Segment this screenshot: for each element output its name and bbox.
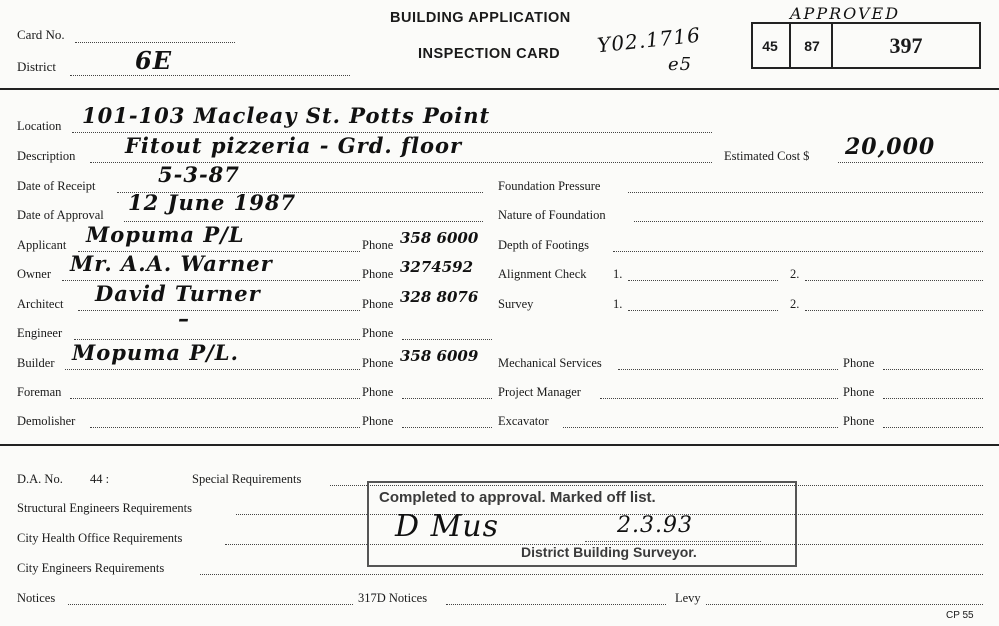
cost-label: Estimated Cost $ — [724, 149, 810, 163]
phone-label-demolisher: Phone — [362, 414, 394, 428]
alignment-label: Alignment Check — [498, 267, 587, 281]
foreman-label: Foreman — [17, 385, 62, 399]
survey-num2: 2. — [790, 297, 800, 311]
project-manager-phone-line — [883, 398, 983, 399]
stamp-line3: District Building Surveyor. — [521, 544, 697, 560]
mechanical-line — [618, 369, 838, 370]
phone-label-owner: Phone — [362, 267, 394, 281]
mechanical-label: Mechanical Services — [498, 356, 602, 370]
divider-bottom — [0, 444, 999, 446]
structural-label: Structural Engineers Requirements — [17, 501, 192, 515]
demolisher-line — [90, 427, 360, 428]
approved-note: APPROVED — [790, 4, 901, 23]
engineer-value: – — [178, 306, 190, 332]
alignment-num2: 2. — [790, 267, 800, 281]
form-code: CP 55 — [946, 610, 974, 621]
project-manager-line — [600, 398, 838, 399]
location-value: 101-103 Macleay St. Potts Point — [82, 103, 491, 128]
health-label: City Health Office Requirements — [17, 531, 183, 545]
phone-label-engineer: Phone — [362, 326, 394, 340]
box-cell-3: 397 — [831, 24, 979, 67]
notices-line — [68, 604, 353, 605]
excavator-line — [563, 427, 838, 428]
excavator-label: Excavator — [498, 414, 549, 428]
architect-label: Architect — [17, 297, 64, 311]
phone-engineer-line — [402, 339, 492, 340]
notices-317-line — [446, 604, 666, 605]
approval-label: Date of Approval — [17, 208, 104, 222]
builder-line — [65, 369, 360, 370]
handwritten-ref: Y02.1716 — [596, 22, 702, 58]
excavator-phone-line — [883, 427, 983, 428]
box-cell-2: 87 — [789, 24, 833, 67]
card-number-box — [751, 22, 981, 69]
applicant-value: Mopuma P/L — [86, 222, 245, 247]
stamp-date-line — [585, 541, 761, 542]
nature-foundation-line — [634, 221, 983, 222]
builder-value: Mopuma P/L. — [72, 340, 239, 365]
card-no-label: Card No. — [17, 27, 65, 42]
phone-label-foreman: Phone — [362, 385, 394, 399]
alignment-line2 — [805, 280, 983, 281]
phone-demolisher-line — [402, 427, 492, 428]
demolisher-label: Demolisher — [17, 414, 76, 428]
excavator-phone-label: Phone — [843, 414, 875, 428]
nature-foundation-label: Nature of Foundation — [498, 208, 606, 222]
phone-builder: 358 6009 — [400, 347, 479, 365]
description-value: Fitout pizzeria - Grd. floor — [125, 133, 463, 158]
district-line — [70, 75, 350, 76]
project-manager-phone-label: Phone — [843, 385, 875, 399]
phone-foreman-line — [402, 398, 492, 399]
phone-architect: 328 8076 — [400, 288, 479, 306]
applicant-label: Applicant — [17, 238, 67, 252]
handwritten-ref2: e5 — [668, 54, 693, 75]
depth-footings-label: Depth of Footings — [498, 238, 589, 252]
divider-top — [0, 88, 999, 90]
stamp-date: 2.3.93 — [617, 513, 693, 538]
notices-label: Notices — [17, 591, 56, 605]
box-cell-1: 45 — [762, 37, 778, 54]
mechanical-phone-line — [883, 369, 983, 370]
da-label: D.A. No. — [17, 472, 63, 486]
depth-footings-line — [613, 251, 983, 252]
survey-num1: 1. — [613, 297, 623, 311]
owner-label: Owner — [17, 267, 52, 281]
title-line2: INSPECTION CARD — [418, 46, 561, 62]
location-label: Location — [17, 119, 62, 133]
notices-317-label: 317D Notices — [358, 591, 428, 605]
builder-label: Builder — [17, 356, 55, 370]
receipt-value: 5-3-87 — [158, 162, 240, 187]
alignment-num1: 1. — [613, 267, 623, 281]
city-eng-line — [200, 574, 983, 575]
foundation-pressure-line — [628, 192, 983, 193]
phone-applicant: 358 6000 — [400, 229, 479, 247]
project-manager-label: Project Manager — [498, 385, 581, 399]
levy-label: Levy — [675, 591, 701, 605]
survey-line1 — [628, 310, 778, 311]
owner-value: Mr. A.A. Warner — [70, 251, 273, 276]
title-line1: BUILDING APPLICATION — [390, 10, 571, 26]
da-value: 44 : — [90, 472, 110, 486]
foreman-line — [70, 398, 360, 399]
phone-label-architect: Phone — [362, 297, 394, 311]
architect-value: David Turner — [95, 281, 261, 306]
levy-line — [706, 604, 983, 605]
alignment-line1 — [628, 280, 778, 281]
receipt-label: Date of Receipt — [17, 179, 96, 193]
phone-label-builder: Phone — [362, 356, 394, 370]
stamp-signature: D Mus — [395, 509, 500, 544]
phone-label-applicant: Phone — [362, 238, 394, 252]
completion-stamp — [367, 481, 797, 567]
cost-line — [838, 162, 983, 163]
district-label: District — [17, 59, 56, 74]
approval-value: 12 June 1987 — [128, 190, 297, 215]
card-no-line — [75, 42, 235, 43]
survey-label: Survey — [498, 297, 534, 311]
description-label: Description — [17, 149, 76, 163]
cost-value: 20,000 — [845, 134, 936, 160]
stamp-line1: Completed to approval. Marked off list. — [379, 489, 656, 506]
city-eng-label: City Engineers Requirements — [17, 561, 165, 575]
foundation-pressure-label: Foundation Pressure — [498, 179, 601, 193]
mechanical-phone-label: Phone — [843, 356, 875, 370]
phone-owner: 3274592 — [400, 258, 474, 276]
architect-line — [78, 310, 360, 311]
survey-line2 — [805, 310, 983, 311]
engineer-label: Engineer — [17, 326, 63, 340]
special-label: Special Requirements — [192, 472, 302, 486]
district-value: 6E — [135, 46, 172, 75]
